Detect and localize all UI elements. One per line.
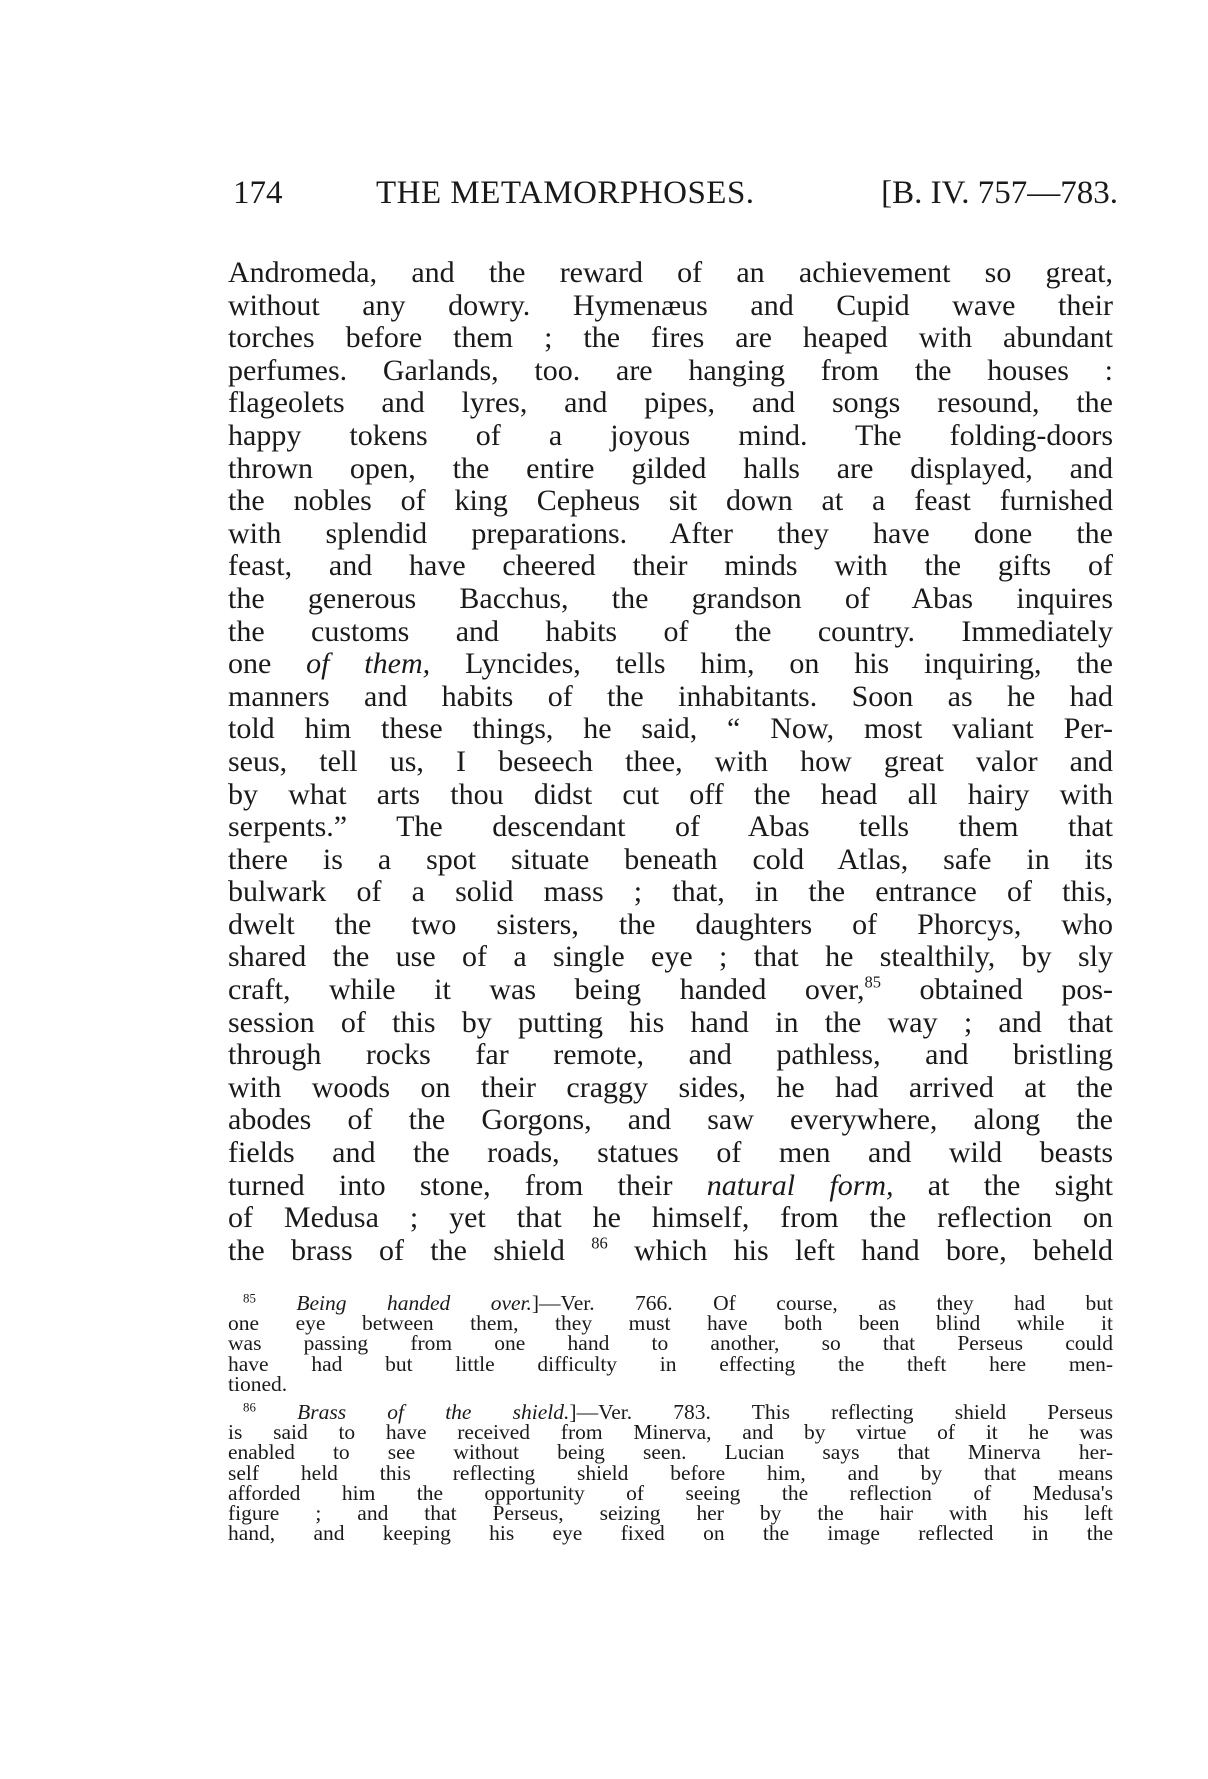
body-line: thrown open, the entire gilded halls are displayed, and [228, 451, 1113, 485]
footnote-line: tioned. [228, 1371, 288, 1396]
footnote-title: Being handed over. [296, 1291, 532, 1315]
body-line: of Medusa ; yet that he himself, from the reflection on [228, 1201, 1113, 1235]
body-line: the customs and habits of the country. Immediately [228, 614, 1113, 648]
footnote-line: self held this reflecting shield before him, and by that means [228, 1460, 1113, 1485]
footnote-line: enabled to see without being seen. Lucian says that Minerva her- [228, 1440, 1113, 1465]
footnote-ref: 85 [864, 972, 881, 992]
footnote-ref: 86 [591, 1233, 608, 1253]
body-line: happy tokens of a joyous mind. The folding-doors [228, 418, 1113, 452]
body-line: there is a spot situate beneath cold Atlas, safe in its [228, 842, 1113, 876]
line-text: which his left hand bore, beheld [607, 1233, 1113, 1267]
body-line [228, 648, 1113, 681]
footnotes [228, 1291, 1113, 1546]
footnote-line: was passing from one hand to another, so that Perseus could [228, 1331, 1113, 1356]
book-title: THE METAMORPHOSES. [376, 175, 755, 211]
footnote-number: 86 [243, 1400, 256, 1415]
footnote-first-line [228, 1399, 1113, 1424]
line-text: the brass of the shield [228, 1233, 592, 1267]
footnote-text: ]—Ver. 766. Of course, as they had but [531, 1291, 1113, 1315]
body-line: with splendid preparations. After they have done the [228, 516, 1113, 550]
body-line: dwelt the two sisters, the daughters of Phorcys, who [228, 907, 1113, 941]
body-line: abodes of the Gorgons, and saw everywhere, along the [228, 1103, 1113, 1137]
footnote-line: one eye between them, they must have both been blind while it [228, 1311, 1113, 1336]
body-line: seus, tell us, I beseech thee, with how great valor and [228, 744, 1113, 778]
body-line: serpents.” The descendant of Abas tells them that [228, 810, 1113, 844]
body-line: torches before them ; the fires are heaped with abundant [228, 321, 1113, 355]
footnote-first-line [228, 1293, 1113, 1313]
italic-text: natural form, [706, 1168, 894, 1202]
footnote-line: have had but little difficulty in effecting the theft here men- [228, 1351, 1113, 1376]
body-line: fields and the roads, statues of men and wild beasts [228, 1136, 1113, 1170]
body-line: with woods on their craggy sides, he had arrived at the [228, 1070, 1113, 1104]
body-line: the generous Bacchus, the grandson of Abas inquires [228, 581, 1113, 615]
line-text: turned into stone, from their [228, 1168, 707, 1202]
line-text: obtained pos- [880, 973, 1114, 1007]
body-text [228, 257, 1113, 1267]
footnote-line: is said to have received from Minerva, and by virtue of it he was [228, 1420, 1113, 1445]
line-text: one [228, 647, 307, 681]
body-line [228, 1170, 1113, 1203]
body-line: shared the use of a single eye ; that he stealthily, by sly [228, 940, 1113, 974]
line-text: Lyncides, tells him, on his inquiring, the [430, 647, 1113, 681]
body-line: through rocks far remote, and pathless, and bristling [228, 1038, 1113, 1072]
body-line: session of this by putting his hand in the way ; and that [228, 1005, 1113, 1039]
footnote-number: 85 [243, 1291, 256, 1306]
body-line: by what arts thou didst cut off the head all hairy with [228, 777, 1113, 811]
body-line: Andromeda, and the reward of an achievement so great, [228, 256, 1113, 289]
body-line: feast, and have cheered their minds with the gifts of [228, 549, 1113, 583]
body-line: perfumes. Garlands, too. are hanging from the houses : [228, 353, 1113, 387]
footnote-text: ]—Ver. 783. This reflecting shield Perseus [569, 1399, 1113, 1424]
footnote-title: Brass of the shield. [297, 1399, 570, 1424]
book-reference: [B. IV. 757—783. [881, 175, 1118, 211]
running-head [233, 175, 1118, 219]
body-line: without any dowry. Hymenæus and Cupid wave their [228, 288, 1113, 322]
footnote-line: figure ; and that Perseus, seizing her by the hair with his left [228, 1500, 1113, 1525]
line-text: craft, while it was being handed over, [228, 973, 865, 1007]
body-line [228, 1235, 1113, 1268]
body-line: the nobles of king Cepheus sit down at a feast furnished [228, 484, 1113, 518]
body-line: bulwark of a solid mass ; that, in the entrance of this, [228, 875, 1113, 909]
italic-text: of them, [306, 647, 431, 681]
body-line: manners and habits of the inhabitants. Soon as he had [228, 679, 1113, 713]
footnote-line: hand, and keeping his eye fixed on the image reflected in the [228, 1521, 1113, 1546]
line-text: at the sight [893, 1168, 1113, 1202]
footnote-line: afforded him the opportunity of seeing the reflection of Medusa's [228, 1480, 1113, 1505]
body-line [228, 974, 1113, 1007]
body-line: told him these things, he said, “ Now, most valiant Per- [228, 712, 1113, 746]
body-line: flageolets and lyres, and pipes, and songs resound, the [228, 386, 1113, 420]
page-number: 174 [233, 175, 283, 211]
